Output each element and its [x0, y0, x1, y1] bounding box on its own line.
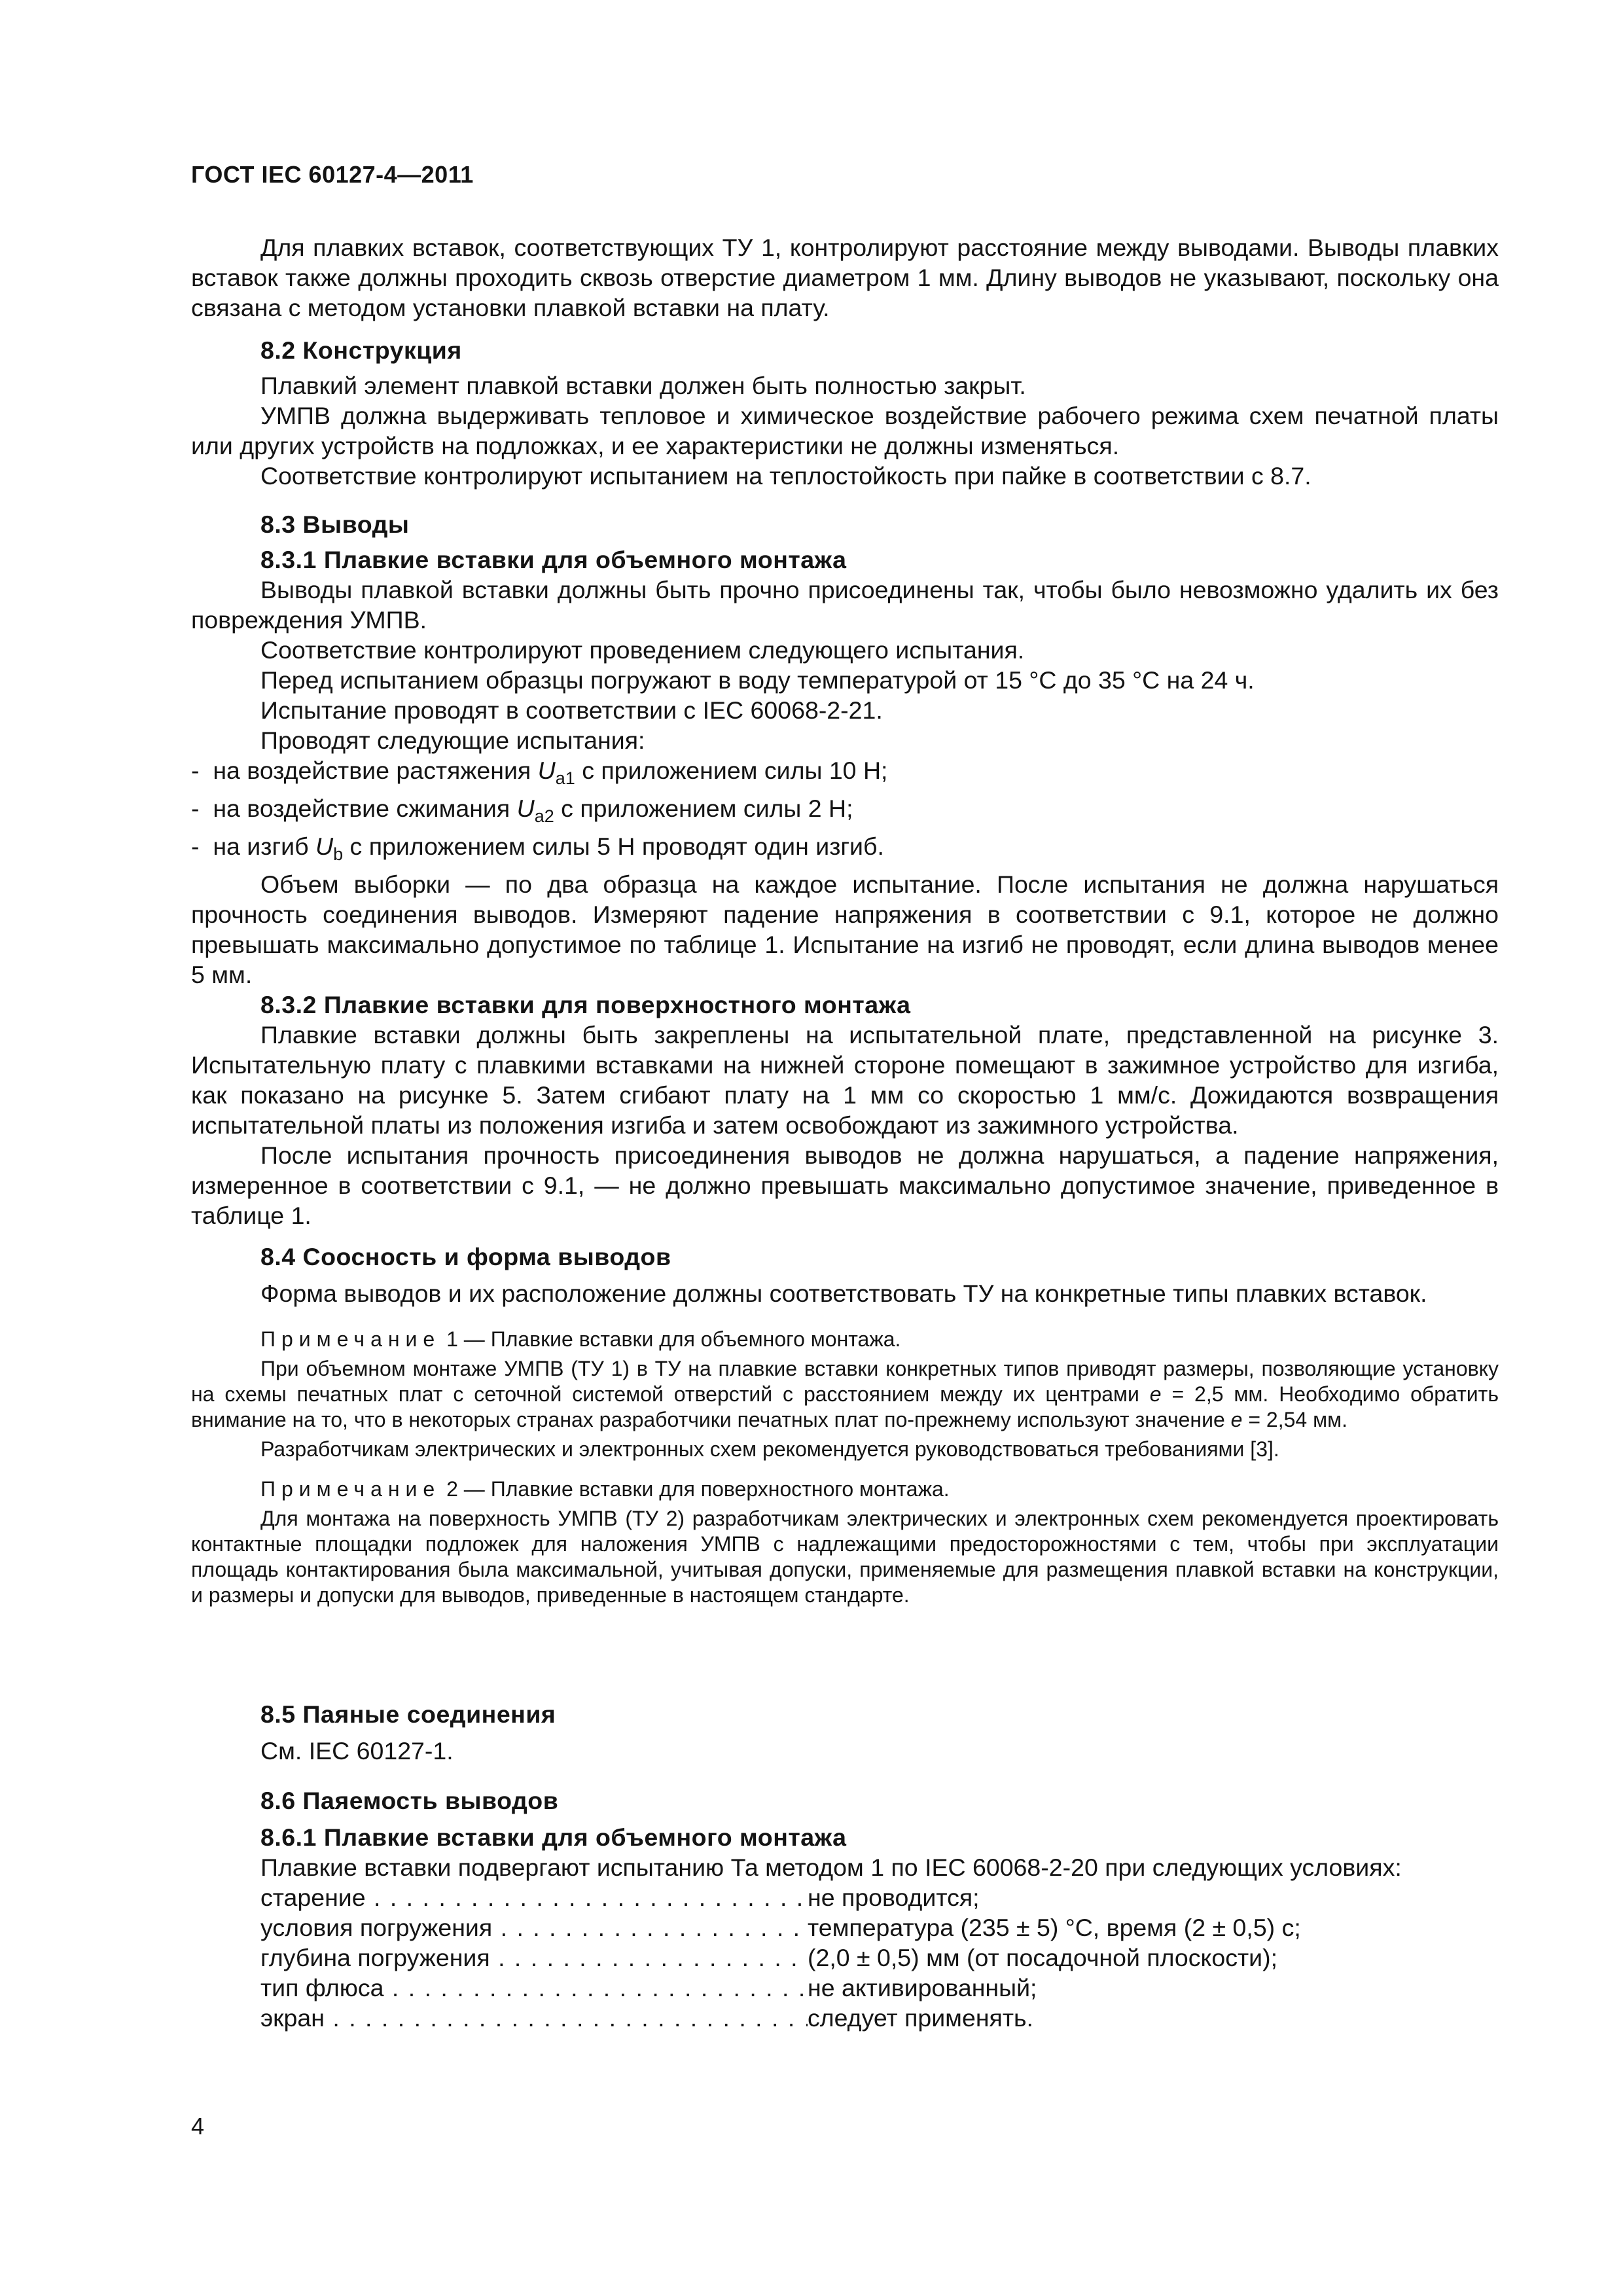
condition-key: старение . . .: [260, 1882, 808, 1912]
note-text: При объемном монтаже УМПВ (ТУ 1) в ТУ на плавкие вставки конкретных типов приводят размеры, позволяющие установку на схемы печатных плат с сеточной системой отверстий с расстоянием между их центрами: [191, 1357, 1499, 1406]
note-text: = 2,5 мм. Необходимо обратить внимание на то, что в некоторых странах разработчики печатных плат по-прежнему используют значение: [191, 1382, 1499, 1431]
dash-marker: -: [191, 757, 213, 784]
paragraph: См. IEC 60127-1.: [260, 1737, 454, 1765]
condition-row: [191, 1912, 1499, 1943]
condition-key: тип флюса . . .: [260, 1973, 808, 2003]
paragraph: Перед испытанием образцы погружают в воду температурой от 15 °С до 35 °С на 24 ч.: [260, 666, 1255, 694]
symbol-subscript: a1: [555, 768, 575, 789]
condition-value: температура (235 ± 5) °С, время (2 ± 0,5) с;: [808, 1914, 1301, 1941]
list-item-text: с приложением силы 2 Н;: [554, 795, 853, 823]
condition-row: [191, 1882, 1499, 1912]
heading-8-6: 8.6 Паяемость выводов: [260, 1787, 559, 1814]
note-label: Примечание: [260, 1327, 441, 1351]
section-8-2: [191, 335, 1499, 491]
list-item-text: с приложением силы 5 Н проводят один изгиб.: [343, 833, 884, 861]
dash-marker: -: [191, 833, 213, 861]
condition-row: [191, 1973, 1499, 2003]
note-title: 1 — Плавкие вставки для объемного монтажа.: [440, 1327, 901, 1351]
paragraph: Плавкие вставки подвергают испытанию Та методом 1 по IEC 60068-2-20 при следующих условиях:: [260, 1854, 1402, 1881]
list-item: [191, 755, 1499, 793]
paragraph: Испытание проводят в соответствии с IEC 60068-2-21.: [260, 696, 883, 724]
note-text: = 2,54 мм.: [1242, 1408, 1347, 1431]
paragraph: Проводят следующие испытания:: [260, 726, 645, 754]
note-1-text-2: Разработчикам электрических и электронных схем рекомендуется руководствоваться требованиями [3].: [260, 1437, 1279, 1461]
dash-marker: -: [191, 795, 213, 823]
paragraph: После испытания прочность присоединения выводов не должна нарушаться, а падение напряжения, измеренное в соответствии с 9.1, — не должно превышать максимально допустимое значение, приведенное в таблице 1.: [191, 1141, 1499, 1230]
document-header: ГОСТ IEC 60127-4—2011: [191, 161, 474, 188]
section-8-4: [191, 1242, 1499, 1608]
section-8-3: [191, 509, 1499, 1230]
symbol-subscript: a2: [534, 806, 554, 827]
paragraph: Соответствие контролируют испытанием на теплостойкость при пайке в соответствии с 8.7.: [260, 462, 1311, 490]
intro-section: [191, 232, 1499, 323]
list-item-text: на воздействие растяжения: [213, 757, 538, 784]
conditions-list: [191, 1882, 1499, 2033]
condition-value: (2,0 ± 0,5) мм (от посадочной плоскости);: [808, 1944, 1277, 1971]
symbol: U: [516, 795, 535, 823]
note-1-text: [191, 1356, 1499, 1433]
heading-8-3-1: 8.3.1 Плавкие вставки для объемного монтажа: [260, 546, 847, 573]
heading-8-3: 8.3 Выводы: [260, 511, 410, 538]
note-label: Примечание: [260, 1477, 441, 1501]
paragraph: Плавкие вставки должны быть закреплены на испытательной плате, представленной на рисунке 3. Испытательную плату с плавкими вставками на нижней стороне помещают в зажимное устройство для изгиба, как показано на рисунке 5. Затем сгибают плату на 1 мм со скоростью 1 мм/с. Дожидаются возвращения испытательной платы из положения изгиба и затем освобождают из зажимного устройства.: [191, 1021, 1499, 1139]
symbol: e: [1149, 1382, 1162, 1406]
section-8-6: [191, 1785, 1499, 2033]
symbol: U: [537, 757, 556, 784]
heading-8-2: 8.2 Конструкция: [260, 336, 462, 364]
paragraph: Для плавких вставок, соответствующих ТУ 1, контролируют расстояние между выводами. Выводы плавких вставок также должны проходить сквозь отверстие диаметром 1 мм. Длину выводов не указывают, поскольку она связана с методом установки плавкой вставки на плату.: [191, 234, 1499, 321]
list-item-text: на воздействие сжимания: [213, 795, 517, 823]
note-2-title: [191, 1477, 1499, 1502]
paragraph: Выводы плавкой вставки должны быть прочно присоединены так, чтобы было невозможно удалить их без повреждения УМПВ.: [191, 576, 1499, 634]
section-8-5: [191, 1699, 1499, 1766]
paragraph: Соответствие контролируют проведением следующего испытания.: [260, 636, 1025, 664]
list-item: [191, 831, 1499, 869]
symbol: e: [1230, 1408, 1243, 1431]
condition-key: условия погружения . . .: [260, 1912, 808, 1943]
heading-8-5: 8.5 Паяные соединения: [260, 1700, 556, 1728]
page-number: 4: [191, 2113, 205, 2140]
condition-key: экран . . .: [260, 2003, 808, 2033]
condition-row: [191, 1943, 1499, 1973]
paragraph: Плавкий элемент плавкой вставки должен быть полностью закрыт.: [260, 372, 1026, 399]
note-title: 2 — Плавкие вставки для поверхностного монтажа.: [440, 1477, 950, 1501]
condition-value: не активированный;: [808, 1974, 1037, 2001]
heading-8-6-1: 8.6.1 Плавкие вставки для объемного монтажа: [260, 1823, 847, 1851]
condition-value: следует применять.: [808, 2004, 1033, 2032]
paragraph: Форма выводов и их расположение должны соответствовать ТУ на конкретные типы плавких вставок.: [260, 1280, 1427, 1307]
condition-row: [191, 2003, 1499, 2033]
symbol-subscript: b: [333, 844, 344, 865]
symbol: U: [315, 833, 334, 861]
condition-value: не проводится;: [808, 1884, 980, 1911]
list-item-text: с приложением силы 10 Н;: [575, 757, 888, 784]
note-2-text: Для монтажа на поверхность УМПВ (ТУ 2) разработчикам электрических и электронных схем рекомендуется проектировать контактные площадки подложек для наложения УМПВ с надлежащими предосторожностями с тем, чтобы при эксплуатации площадь контактирования была максимальной, учитывая допуски, применяемые для размещения плавкой вставки на конструкции, и размеры и допуски для выводов, приведенные в настоящем стандарте.: [191, 1507, 1499, 1607]
list-item-text: на изгиб: [213, 833, 315, 861]
heading-8-3-2: 8.3.2 Плавкие вставки для поверхностного монтажа: [260, 991, 911, 1019]
note-1-title: [191, 1327, 1499, 1352]
condition-key: глубина погружения . . .: [260, 1943, 808, 1973]
paragraph: Объем выборки — по два образца на каждое испытание. После испытания не должна нарушаться прочность соединения выводов. Измеряют падение напряжения в соответствии с 9.1, которое не должно превышать максимально допустимое по таблице 1. Испытание на изгиб не проводят, если длина выводов менее 5 мм.: [191, 870, 1499, 989]
paragraph: УМПВ должна выдерживать тепловое и химическое воздействие рабочего режима схем печатной платы или других устройств на подложках, и ее характеристики не должны изменяться.: [191, 402, 1499, 459]
heading-8-4: 8.4 Соосность и форма выводов: [260, 1243, 671, 1270]
list-item: [191, 793, 1499, 831]
